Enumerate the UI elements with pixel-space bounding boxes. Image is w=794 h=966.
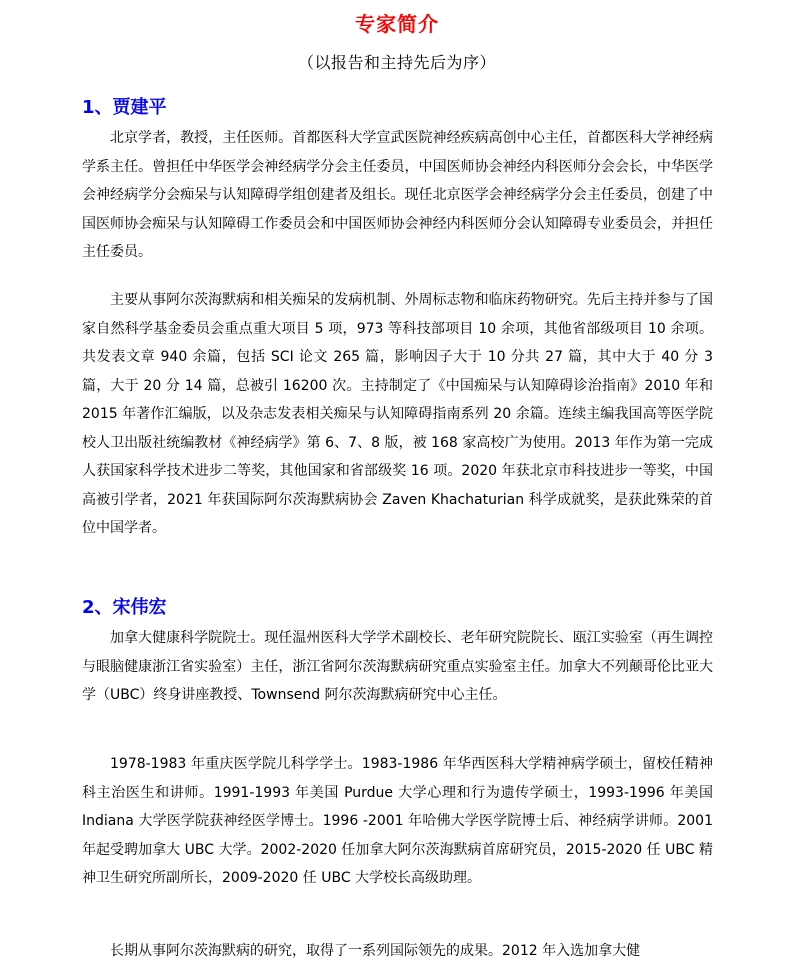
expert-1-paragraph-1: 北京学者，教授，主任医师。首都医科大学宣武医院神经疾病高创中心主任，首都医科大学神经病学系主任。曾担任中华医学会神经病学分会主任委员，中国医师协会神经内科医师分会会长，中华医学会神经病学分会痴呆与认知障碍学组创建者及组长。现任北京医学会神经病学分会主任委员，创建了中国医师协会痴呆与认知障碍工作委员会和中国医师协会神经内科医师分会认知障碍专业委员会，并担任主任委员。	[82, 130, 713, 260]
expert-2-heading: 2、宋伟宏	[82, 597, 167, 618]
expert-2-paragraph-2: 1978-1983 年重庆医学院儿科学学士。1983-1986 年华西医科大学精神病学硕士，留校任精神科主治医生和讲师。1991-1993 年美国 Purdue 大学心理和行为遗传学硕士，1993-1996 年美国 Indiana 大学医学院获神经医学博士。1996 -2001 年哈佛大学医学院博士后、神经病学讲师。2001 年起受聘加拿大 UBC 大学。2002-2020 任加拿大阿尔茨海默病首席研究员，2015-2020 任 UBC 精神卫生研究所副所长，2009-2020 任 UBC 大学校长高级助理。	[82, 756, 713, 886]
document-subtitle: （以报告和主持先后为序）	[297, 53, 496, 72]
expert-1-heading: 1、贾建平	[82, 97, 167, 118]
document-title: 专家简介	[355, 12, 439, 36]
expert-2-paragraph-1: 加拿大健康科学院院士。现任温州医科大学学术副校长、老年研究院院长、瓯江实验室（再生调控与眼脑健康浙江省实验室）主任，浙江省阿尔茨海默病研究重点实验室主任。加拿大不列颠哥伦比亚大学（UBC）终身讲座教授、Townsend 阿尔茨海默病研究中心主任。	[82, 630, 713, 703]
expert-1-paragraph-2: 主要从事阿尔茨海默病和相关痴呆的发病机制、外周标志物和临床药物研究。先后主持并参与了国家自然科学基金委员会重点重大项目 5 项，973 等科技部项目 10 余项，其他省部级项目 10 余项。共发表文章 940 余篇，包括 SCI 论文 265 篇，影响因子大于 10 分共 27 篇，其中大于 40 分 3 篇，大于 20 分 14 篇，总被引 16200 次。主持制定了《中国痴呆与认知障碍诊治指南》2010 年和 2015 年著作汇编版，以及杂志发表相关痴呆与认知障碍指南系列 20 余篇。连续主编我国高等医学院校人卫出版社统编教材《神经病学》第 6、7、8 版，被 168 家高校广为使用。2013 年作为第一完成人获国家科学技术进步二等奖，其他国家和省部级奖 16 项。2020 年获北京市科技进步一等奖，中国高被引学者，2021 年获国际阿尔茨海默病协会 Zaven Khachaturian 科学成就奖，是获此殊荣的首位中国学者。	[82, 292, 713, 536]
expert-2-paragraph-3: 长期从事阿尔茨海默病的研究，取得了一系列国际领先的成果。2012 年入选加拿大健	[110, 943, 641, 959]
